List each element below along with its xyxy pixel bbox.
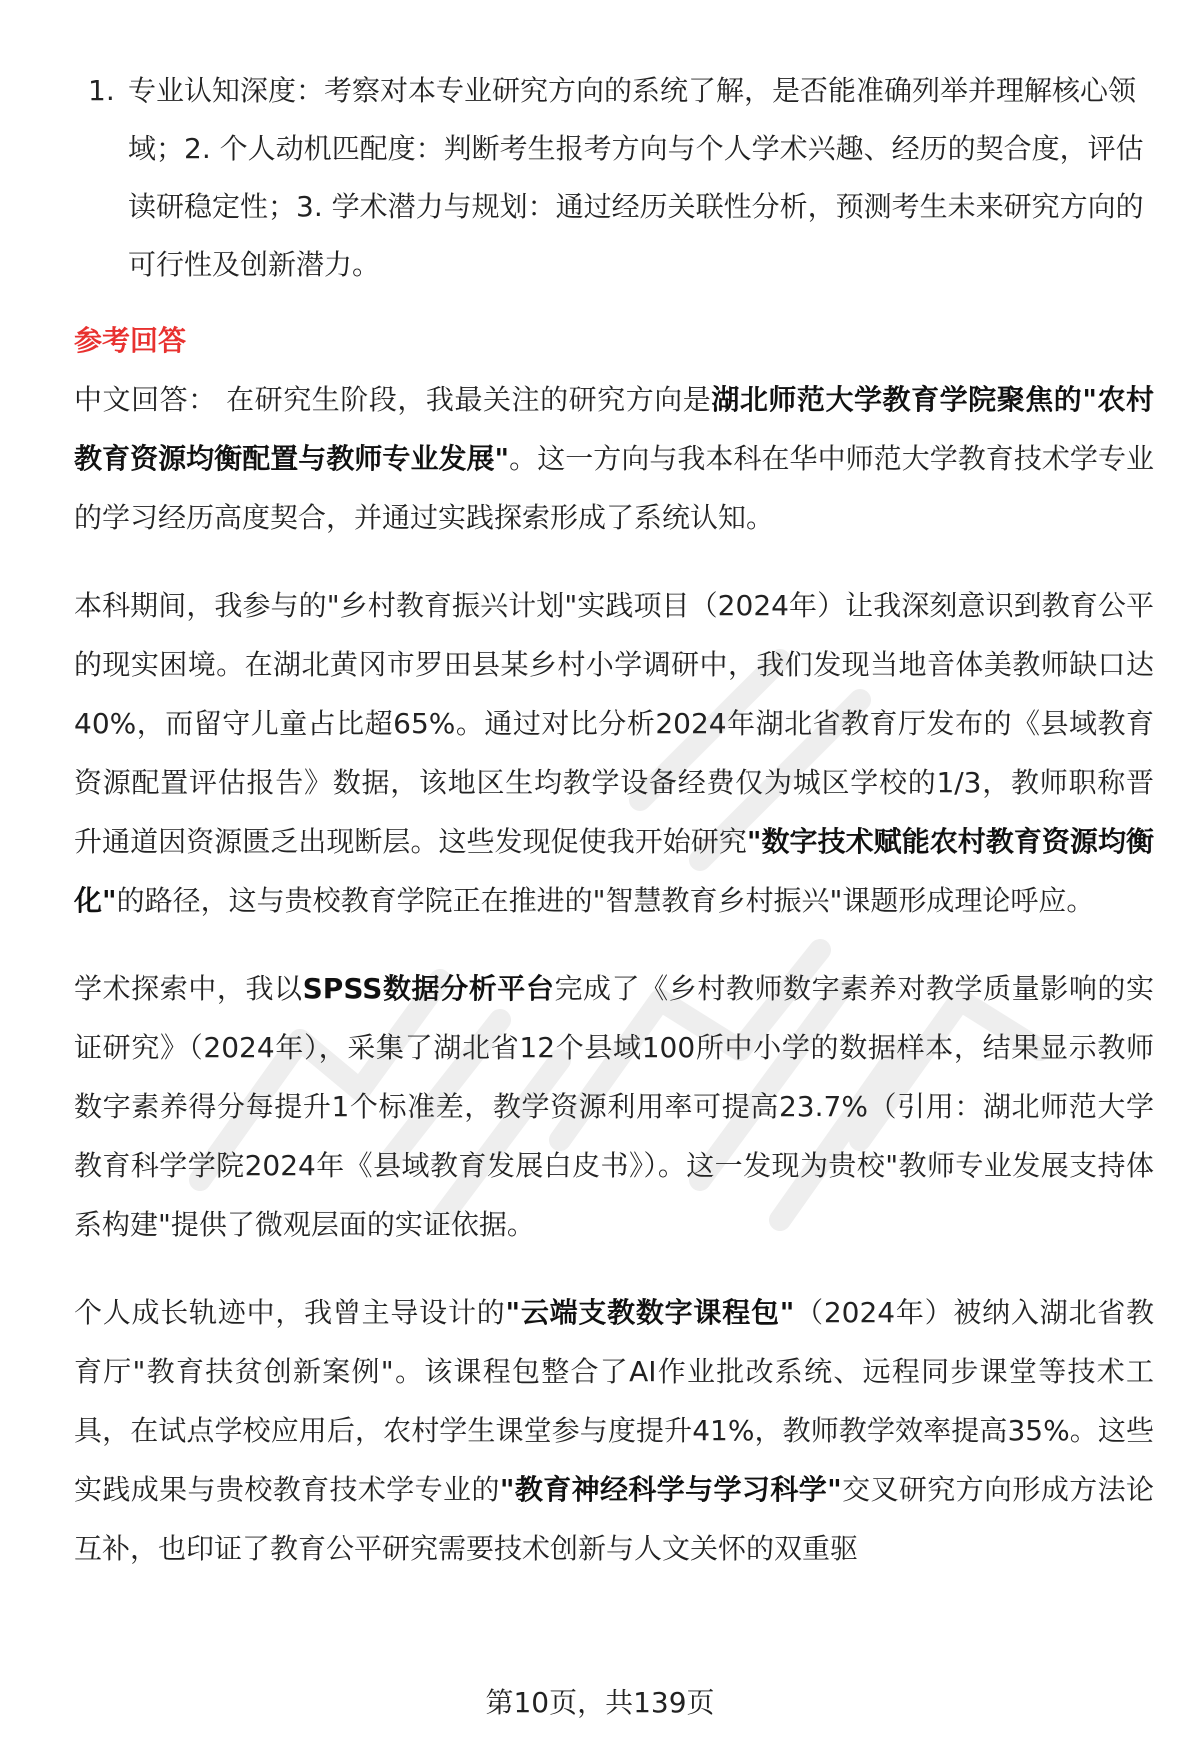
paragraph-emphasis: "数字技术赋能农村教育资源均衡化"	[74, 825, 1154, 917]
paragraph-text: （2024年）被纳入湖北省教育厅"教育扶贫创新案例"。该课程包整合了AI作业批改系统、远程同步课堂等技术工具，在试点学校应用后，农村学生课堂参与度提升41%，教师教学效率提高35%。这些实践成果与贵校教育技术学专业的	[74, 1296, 1154, 1506]
paragraph-text: 。这一方向与我本科在华中师范大学教育技术学专业的学习经历高度契合，并通过实践探索形成了系统认知。	[74, 442, 1154, 534]
paragraph-text: 学术探索中，我以	[74, 972, 303, 1005]
criteria-item-text: 专业认知深度：考察对本专业研究方向的系统了解，是否能准确列举并理解核心领域；2. 个人动机匹配度：判断考生报考方向与个人学术兴趣、经历的契合度，评估读研稳定性；3. 学术潜力与规划：通过经历关联性分析，预测考生未来研究方向的可行性及创新潜力。	[128, 74, 1144, 281]
criteria-item-number: 1.	[88, 74, 115, 107]
paragraph-text: 完成了《乡村教师数字素养对教学质量影响的实证研究》（2024年），采集了湖北省12个县域100所中小学的数据样本，结果显示教师数字素养得分每提升1个标准差，教学资源利用率可提高23.7%（引用：湖北师范大学教育科学学院2024年《县域教育发展白皮书》）。这一发现为贵校"教师专业发展支持体系构建"提供了微观层面的实证依据。	[74, 972, 1154, 1241]
paragraph-text: 交叉研究方向形成方法论互补，也印证了教育公平研究需要技术创新与人文关怀的双重驱	[74, 1473, 1154, 1565]
paragraph-text: 个人成长轨迹中，我曾主导设计的	[74, 1296, 506, 1329]
paragraph-emphasis: SPSS数据分析平台	[302, 972, 555, 1005]
paragraph-emphasis: "云端支教数字课程包"	[505, 1296, 795, 1329]
document-body	[74, 62, 1154, 1578]
paragraph-emphasis: "教育神经科学与学习科学"	[499, 1473, 842, 1506]
answer-paragraph-3	[74, 959, 1154, 1254]
page-number-footer: 第10页，共139页	[485, 1686, 715, 1719]
paragraph-text: 的路径，这与贵校教育学院正在推进的"智慧教育乡村振兴"课题形成理论呼应。	[116, 884, 1095, 917]
answer-paragraph-4	[74, 1283, 1154, 1578]
answer-paragraph-1	[74, 370, 1154, 547]
paragraph-text: 中文回答： 在研究生阶段，我最关注的研究方向是	[74, 383, 712, 416]
paragraph-emphasis: 湖北师范大学教育学院聚焦的"农村教育资源均衡配置与教师专业发展"	[74, 383, 1154, 475]
paragraph-text: 本科期间，我参与的"乡村教育振兴计划"实践项目（2024年）让我深刻意识到教育公平的现实困境。在湖北黄冈市罗田县某乡村小学调研中，我们发现当地音体美教师缺口达40%，而留守儿童占比超65%。通过对比分析2024年湖北省教育厅发布的《县域教育资源配置评估报告》数据，该地区生均教学设备经费仅为城区学校的1/3，教师职称晋升通道因资源匮乏出现断层。这些发现促使我开始研究	[74, 589, 1154, 858]
evaluation-criteria-list	[74, 62, 1154, 294]
criteria-item	[74, 62, 1154, 294]
answer-paragraph-2	[74, 576, 1154, 930]
reference-answer-heading: 参考回答	[74, 324, 187, 357]
